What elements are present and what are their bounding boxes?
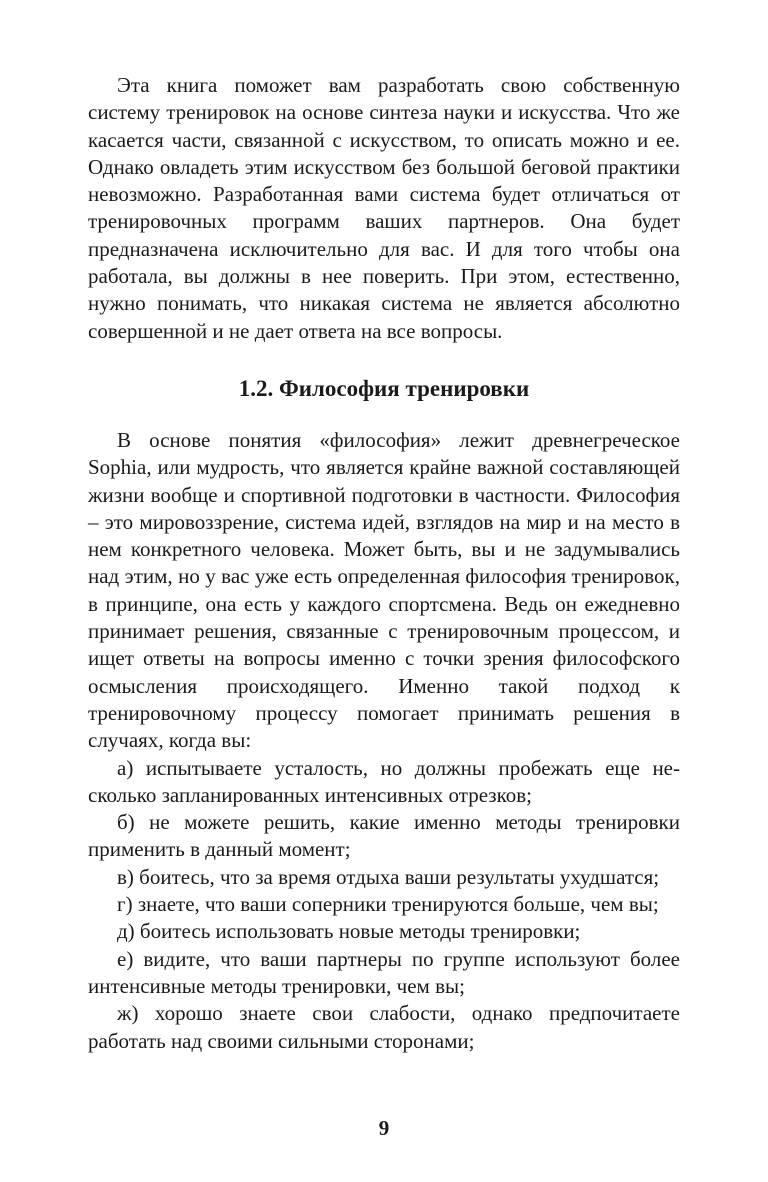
intro-paragraph: Эта книга поможет вам разработать свою собственную систему тренировок на основе синтеза науки и искусства. Что же касается части, связанной с искусством, то описать можно и ее. Однако овладеть этим искусством без большой беговой практики невозможно. Разработанная вами система будет отличаться от тренировочных программ ваших партнеров. Она будет предназначена исключительно для вас. И для того чтобы она работала, вы должны в нее поверить. При этом, естественно, нужно понимать, что никакая система не является абсолютно совершенной и не дает ответа на все вопросы. [88,73,680,343]
section-paragraph: В основе понятия «философия» лежит древнегреческое Sophia, или мудрость, что является крайне важной составляющей жизни вообще и спортивной подготовки в частности. Философия – это мировоззрение, система идей, взглядов на мир и на место в нем конкретного человека. Может быть, вы и не задумывались над этим, но у вас уже есть определенная философия тренировок, в принципе, она есть у каждого спортсмена. Ведь он ежедневно принимает решения, связанные с тренировочным процессом, и ищет ответы на вопросы именно с точки зрения философского осмысления происходящего. Именно такой подход к тренировочному процессу помогает принимать решения в случаях, когда вы: [88,427,680,753]
list-item: е) видите, что ваши партнеры по группе используют более интенсивные методы тренировки, чем вы; [88,946,680,998]
page-number: 9 [378,1116,390,1140]
list-item: а) испытываете усталость, но должны пробежать еще несколько запланированных интенсивных отрезков; [88,755,680,807]
list-item: г) знаете, что ваши соперники тренируются больше, чем вы; [117,892,659,917]
list-item: в) боитесь, что за время отдыха ваши результаты ухудшатся; [117,864,660,889]
list-item: ж) хорошо знаете свои слабости, однако предпочитаете работать над своими сильными сторонами; [88,1001,680,1053]
page-content [88,72,680,1055]
section-title: 1.2. Философия тренировки [238,375,530,401]
list-item: б) не можете решить, какие именно методы тренировки применить в данный момент; [88,810,680,862]
list-item: д) боитесь использовать новые методы тренировки; [117,919,581,944]
